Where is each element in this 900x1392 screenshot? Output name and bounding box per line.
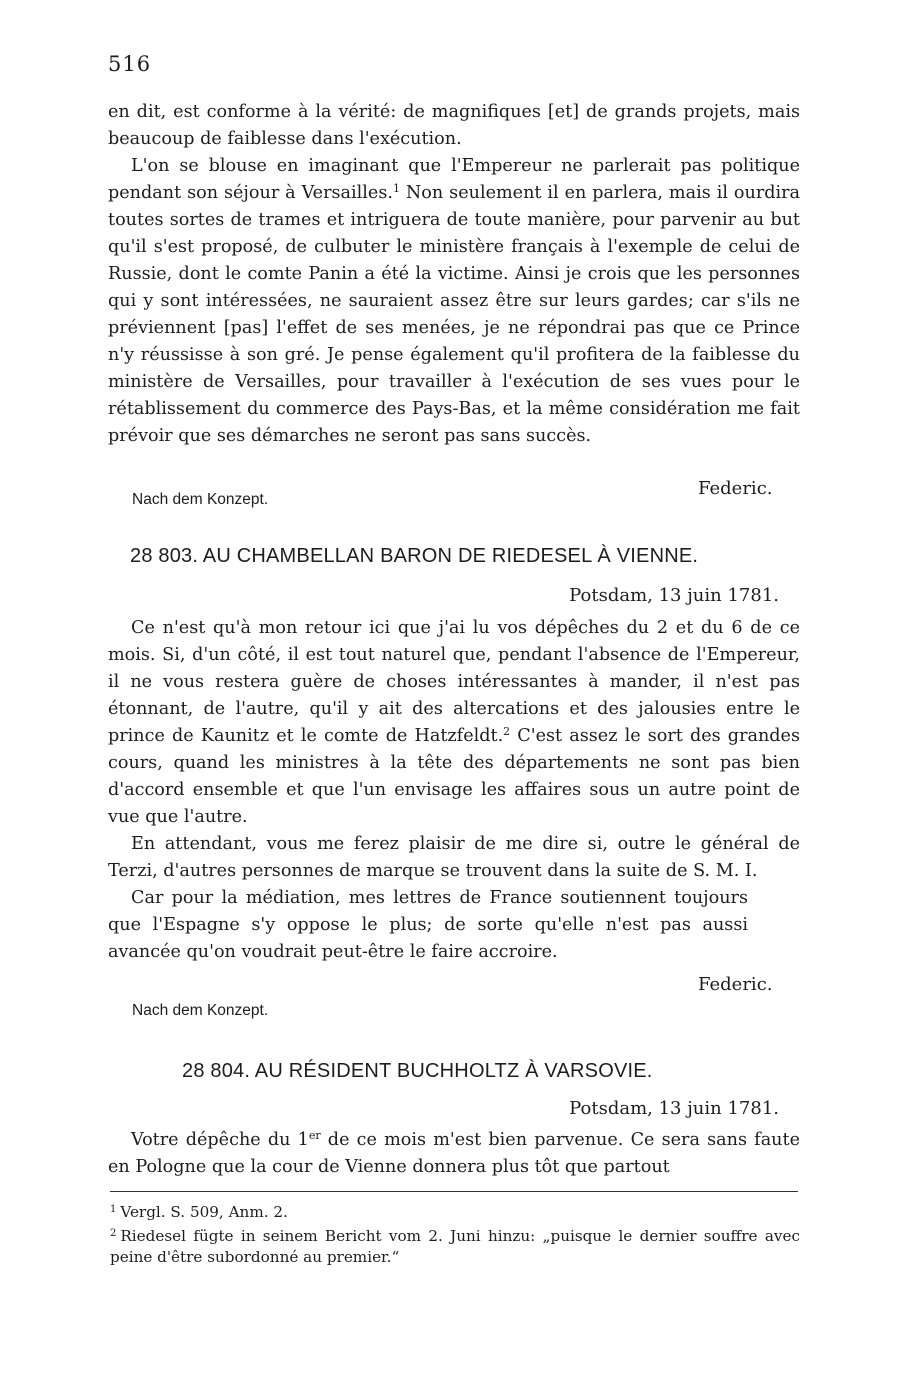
signature: Federic. — [698, 478, 773, 499]
paragraph: Car pour la médiation, mes lettres de France soutiennent toujours que l'Espagne s'y oppose le plus; de sorte qu'elle n'est pas aussi avancée qu'on voudrait peut-être le faire accroire. — [108, 888, 748, 962]
signature: Federic. — [698, 974, 773, 995]
footnote-text: Riedesel fügte in seinem Bericht vom 2. Juni hinzu: „puisque le dernier souffre avec peine d'être subordonné au premier.“ — [110, 1227, 800, 1266]
paragraph-text: L'on se blouse en imaginant que l'Empereur ne parlerait pas politique pendant son séjour à Versailles. — [108, 156, 800, 203]
footnote-rule — [110, 1191, 798, 1192]
footnotes — [110, 1199, 800, 1268]
footnote-text: Vergl. S. 509, Anm. 2. — [120, 1203, 288, 1221]
letter-heading: 28 803. AU CHAMBELLAN BARON DE RIEDESEL À VIENNE. — [130, 545, 699, 567]
footnote — [110, 1199, 800, 1223]
source-note: Nach dem Konzept. — [132, 1002, 269, 1019]
footnote-label: 1 — [110, 1204, 117, 1215]
dateline: Potsdam, 13 juin 1781. — [569, 1098, 779, 1119]
letter-body — [108, 615, 800, 966]
paragraph: en dit, est conforme à la vérité: de magnifiques [et] de grands projets, mais beaucoup de faiblesse dans l'exécution. — [108, 102, 800, 149]
paragraph — [108, 153, 800, 450]
footnote-ref: 1 — [392, 182, 400, 195]
letter-continuation — [108, 99, 800, 450]
page-number: 516 — [108, 52, 152, 76]
paragraph-text: Ce n'est qu'à mon retour ici que j'ai lu vos dépêches du 2 et du 6 de ce mois. Si, d'un côté, il est tout naturel que, pendant l'absence de l'Empereur, il ne vous restera guère de choses intéressantes à mander, il n'est pas étonnant, de l'autre, qu'il y ait des altercations et des jalousies entre le prince de Kaunitz et le comte de Hatzfeldt. — [108, 618, 800, 746]
paragraph — [108, 615, 800, 831]
letter-heading: 28 804. AU RÉSIDENT BUCHHOLTZ À VARSOVIE. — [182, 1060, 653, 1082]
footnote-label: 2 — [110, 1228, 117, 1239]
footnote — [110, 1223, 800, 1268]
paragraph — [108, 1127, 800, 1181]
paragraph-text: C'est assez le sort des grandes cours, quand les ministres à la tête des départements ne sont pas bien d'accord ensemble et que l'un envisage les affaires sous un autre point de vue que l'autre. — [108, 726, 800, 827]
footnote-ref: 2 — [503, 725, 511, 738]
paragraph-text: de ce mois m'est bien parvenue. Ce sera sans faute en Pologne que la cour de Vienne donnera plus tôt que partout — [108, 1130, 800, 1177]
letter-body — [108, 1127, 800, 1181]
paragraph: En attendant, vous me ferez plaisir de me dire si, outre le général de Terzi, d'autres personnes de marque se trouvent dans la suite de S. M. I. — [108, 834, 800, 881]
source-note: Nach dem Konzept. — [132, 491, 269, 508]
superscript: er — [308, 1129, 321, 1142]
paragraph-text: Votre dépêche du 1 — [131, 1130, 309, 1150]
dateline: Potsdam, 13 juin 1781. — [569, 585, 779, 606]
paragraph-text: Non seulement il en parlera, mais il ourdira toutes sortes de trames et intriguera de toute manière, pour parvenir au but qu'il s'est proposé, de culbuter le ministère français à l'exemple de celui de Russie, dont le comte Panin a été la victime. Ainsi je crois que les personnes qui y sont intéressées, ne sauraient assez être sur leurs gardes; car s'ils ne préviennent [pas] l'effet de ses menées, je ne répondrai pas que ce Prince n'y réussisse à son gré. Je pense également qu'il profitera de la faiblesse du ministère de Versailles, pour travailler à l'exécution de ses vues pour le rétablissement du commerce des Pays-Bas, et la même considération me fait prévoir que ses démarches ne seront pas sans succès. — [108, 183, 801, 446]
